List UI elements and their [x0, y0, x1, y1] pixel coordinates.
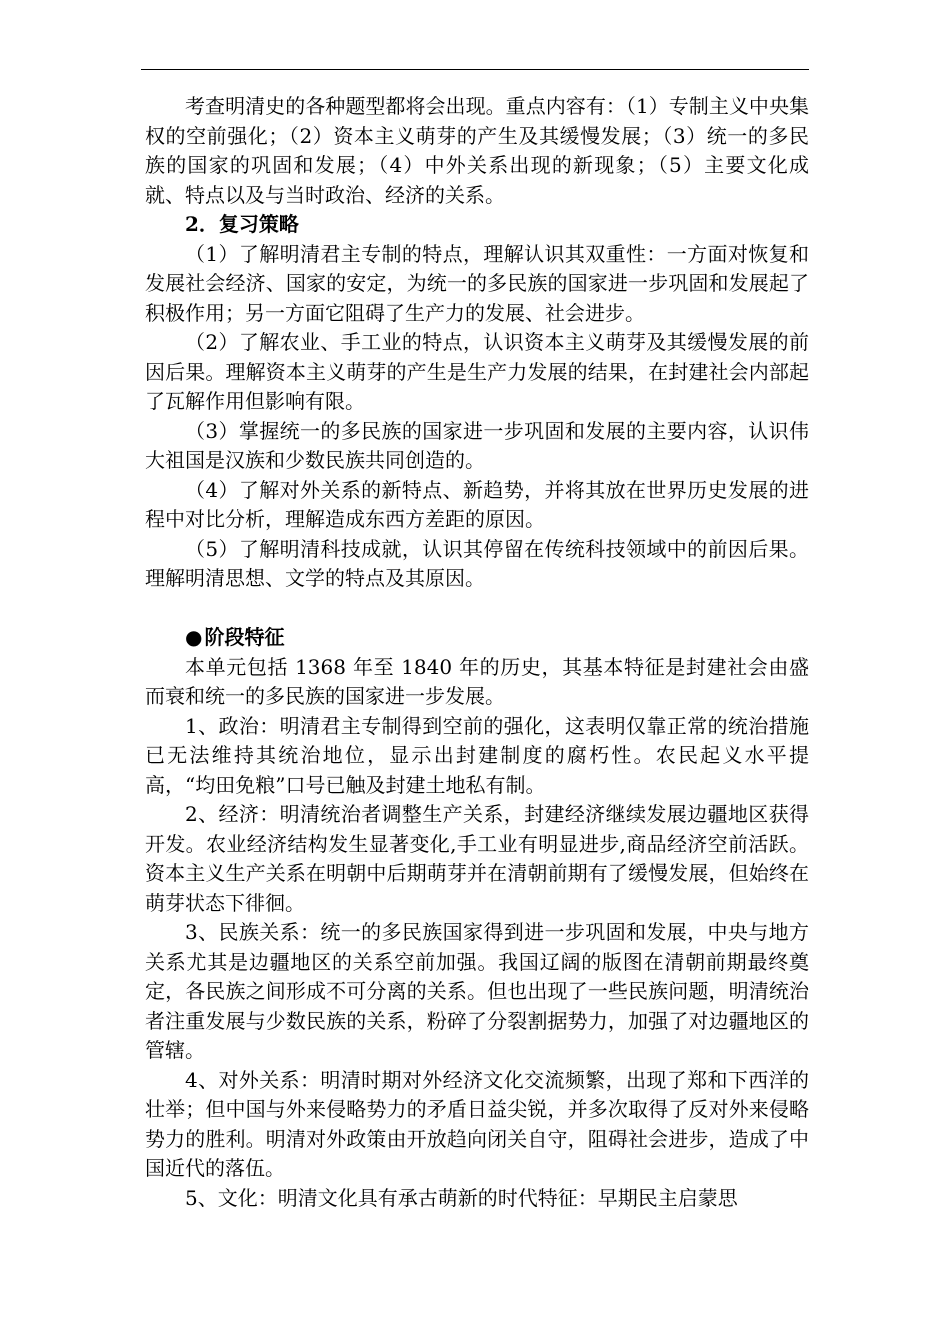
strategy-item: （3）掌握统一的多民族的国家进一步巩固和发展的主要内容，认识伟大祖国是汉族和少数民族共同创造的。 [145, 418, 809, 472]
strategy-item: （2）了解农业、手工业的特点，认识资本主义萌芽及其缓慢发展的前因后果。理解资本主义萌芽的产生是生产力发展的结果，在封建社会内部起了瓦解作用但影响有限。 [145, 330, 809, 413]
feature-item: 5、文化：明清文化具有承古萌新的时代特征：早期民主启蒙思 [185, 1185, 738, 1210]
features-intro: 本单元包括 1368 年至 1840 年的历史，其基本特征是封建社会由盛而衰和统一的多民族的国家进一步发展。 [145, 654, 809, 708]
bullet-icon: ● [185, 625, 203, 649]
section-gap [145, 594, 809, 624]
features-heading-text: 阶段特征 [204, 625, 285, 649]
strategy-item: （1）了解明清君主专制的特点，理解认识其双重性：一方面对恢复和发展社会经济、国家的安定，为统一的多民族的国家进一步巩固和发展起了积极作用；另一方面它阻碍了生产力的发展、社会进步。 [145, 241, 809, 325]
feature-item: 1、政治：明清君主专制得到空前的强化，这表明仅靠正常的统治措施已无法维持其统治地位，显示出封建制度的腐朽性。农民起义水平提高，“均田免粮”口号已触及封建土地私有制。 [145, 713, 809, 797]
intro-paragraph: 考查明清史的各种题型都将会出现。重点内容有：（1）专制主义中央集权的空前强化；（2）资本主义萌芽的产生及其缓慢发展；（3）统一的多民族的国家的巩固和发展；（4）中外关系出现的新现象；（5）主要文化成就、特点以及与当时政治、经济的关系。 [145, 94, 809, 207]
features-heading [145, 623, 809, 653]
header-rule [141, 69, 809, 70]
strategy-item: （5）了解明清科技成就，认识其停留在传统科技领域中的前因后果。理解明清思想、文学的特点及其原因。 [145, 536, 809, 590]
strategy-heading: 2．复习策略 [185, 212, 299, 236]
feature-item: 4、对外关系：明清时期对外经济文化交流频繁，出现了郑和下西洋的壮举；但中国与外来侵略势力的矛盾日益尖锐，并多次取得了反对外来侵略势力的胜利。明清对外政策由开放趋向闭关自守，阻碍社会进步，造成了中国近代的落伍。 [145, 1067, 809, 1180]
feature-item: 2、经济：明清统治者调整生产关系，封建经济继续发展边疆地区获得开发。农业经济结构发生显著变化,手工业有明显进步,商品经济空前活跃。资本主义生产关系在明朝中后期萌芽并在清朝前期有了缓慢发展，但始终在萌芽状态下徘徊。 [145, 802, 809, 915]
document-body [145, 92, 809, 1213]
feature-item: 3、民族关系：统一的多民族国家得到进一步巩固和发展，中央与地方关系尤其是边疆地区的关系空前加强。我国辽阔的版图在清朝前期最终奠定，各民族之间形成不可分离的关系。但也出现了一些民族问题，明清统治者注重发展与少数民族的关系，粉碎了分裂割据势力，加强了对边疆地区的管辖。 [145, 920, 809, 1062]
strategy-item: （4）了解对外关系的新特点、新趋势，并将其放在世界历史发展的进程中对比分析，理解造成东西方差距的原因。 [145, 477, 809, 531]
